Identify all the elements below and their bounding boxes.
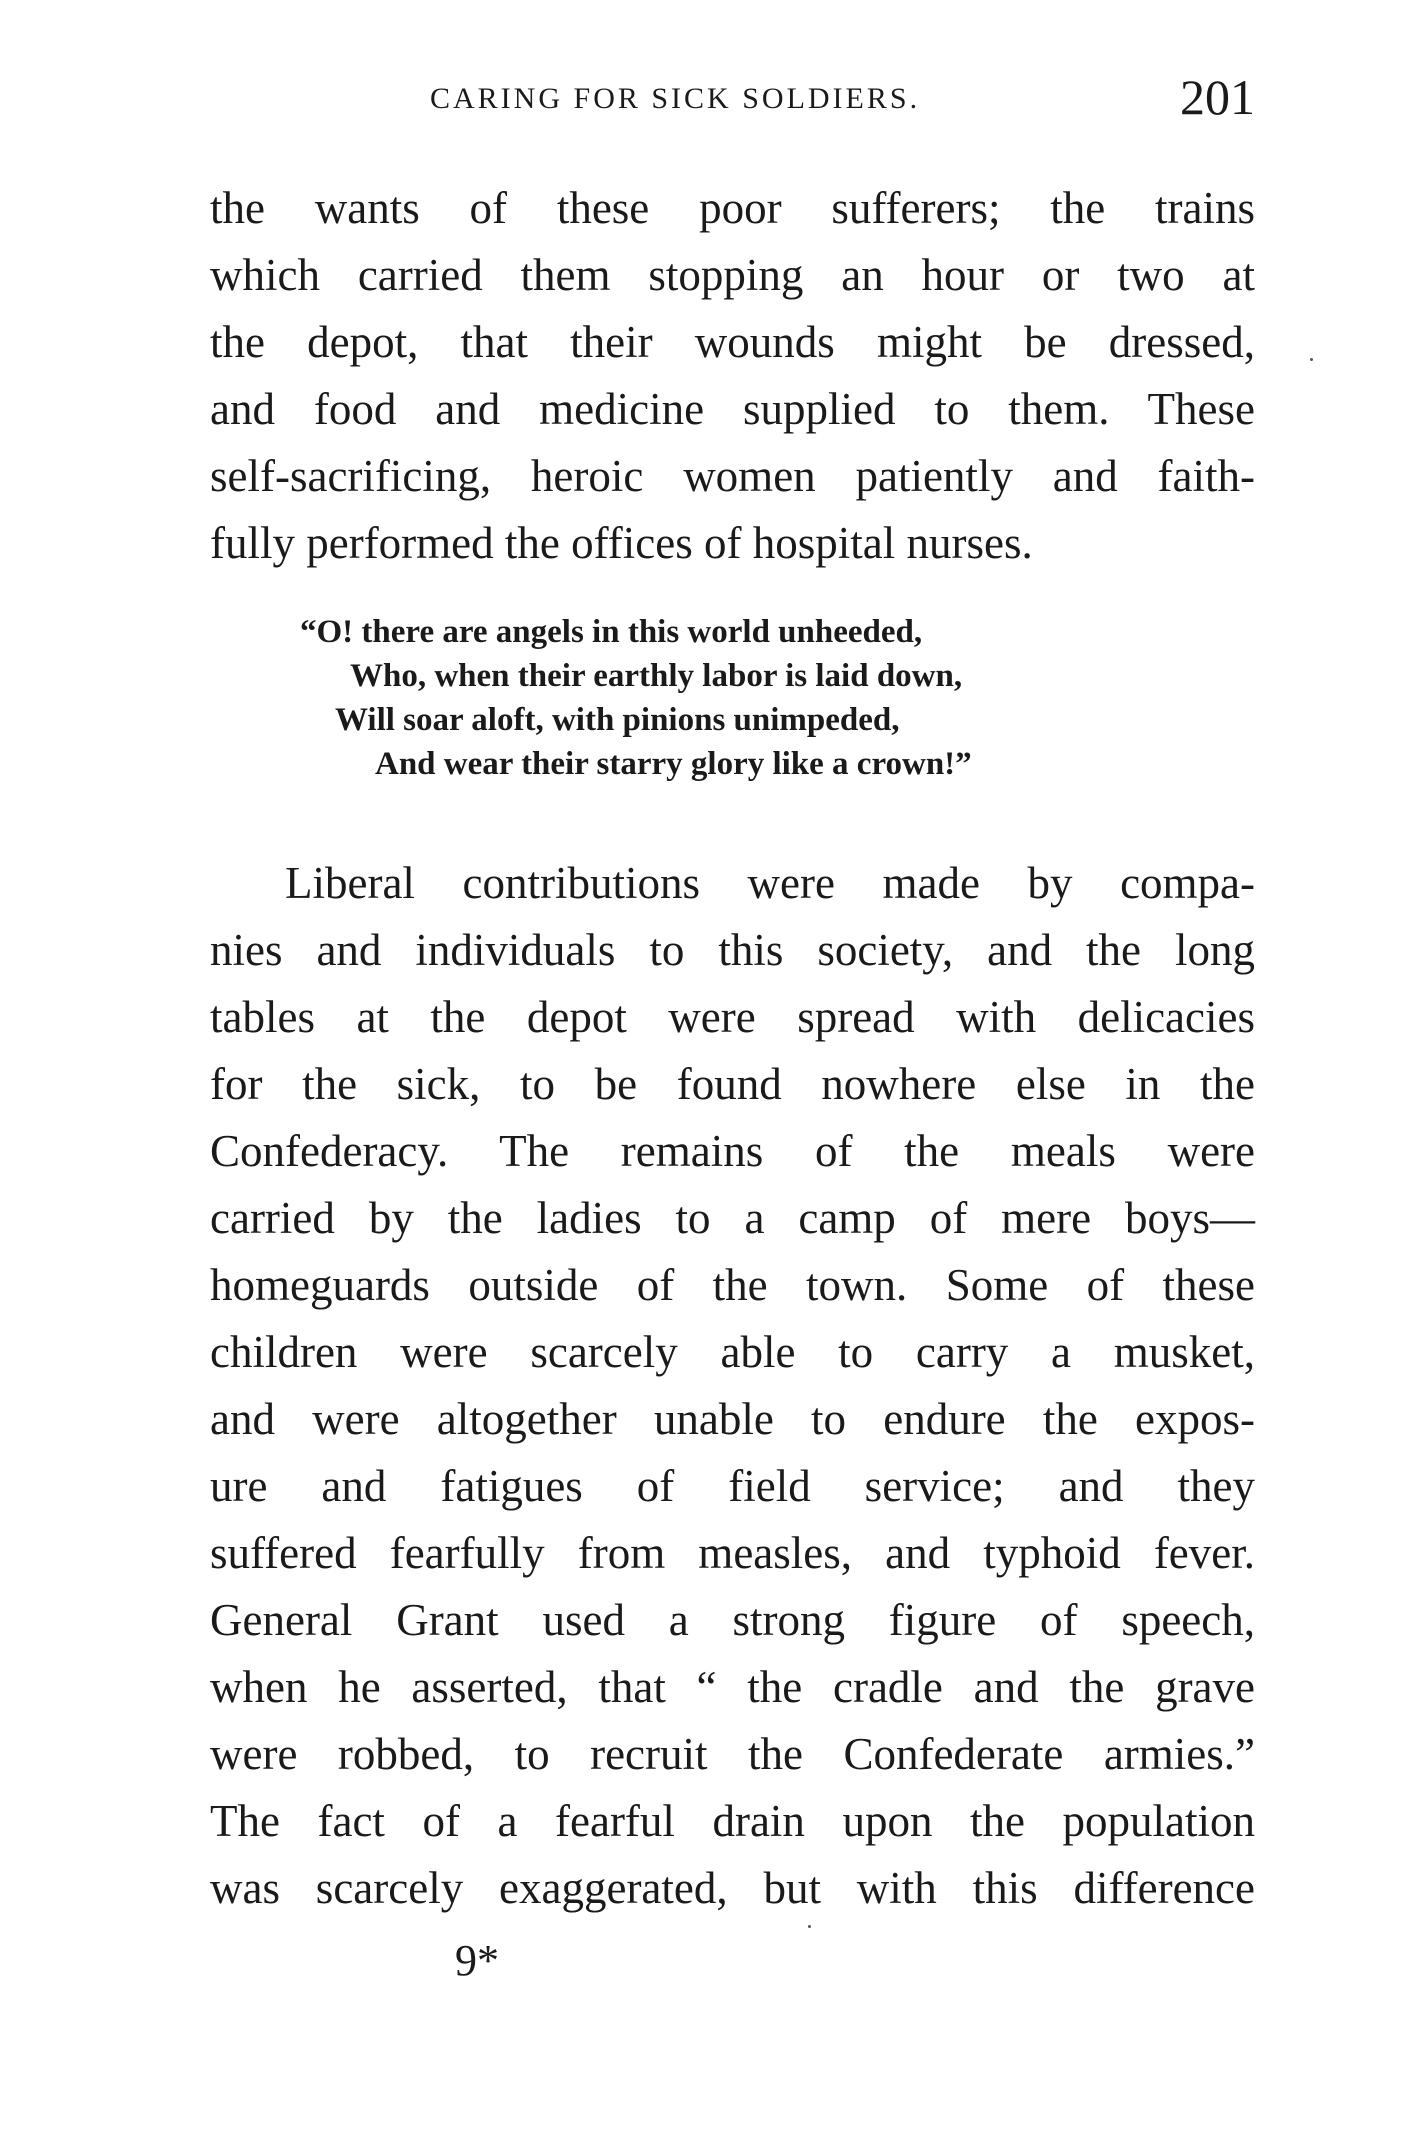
text-line: when he asserted, that “ the cradle and the grave (210, 1662, 1255, 1712)
poem-quote (300, 610, 1160, 786)
paper-speck (808, 1925, 811, 1928)
text-line: Liberal contributions were made by compa- (285, 858, 1255, 908)
text-line: self-sacrificing, heroic women patiently and faith- (210, 451, 1255, 501)
text-line: Confederacy. The remains of the meals were (210, 1126, 1255, 1176)
text-line: for the sick, to be found nowhere else in the (210, 1059, 1255, 1109)
text-line: nies and individuals to this society, and the long (210, 925, 1255, 975)
text-line: the depot, that their wounds might be dressed, (210, 317, 1255, 367)
text-line: homeguards outside of the town. Some of these (210, 1260, 1255, 1310)
running-head (200, 68, 1255, 128)
text-line: the wants of these poor sufferers; the trains (210, 183, 1255, 233)
text-line: suffered fearfully from measles, and typhoid fever. (210, 1528, 1255, 1578)
paragraph-1 (210, 175, 1255, 577)
text-line: General Grant used a strong figure of speech, (210, 1595, 1255, 1645)
running-title: CARING FOR SICK SOLDIERS. (430, 82, 921, 115)
text-line: which carried them stopping an hour or two at (210, 250, 1255, 300)
text-line: fully performed the offices of hospital nurses. (210, 518, 1033, 568)
page-number: 201 (1180, 69, 1255, 125)
signature-mark: 9* (455, 1936, 499, 1985)
poem-line: Who, when their earthly labor is laid down, (350, 658, 963, 694)
text-line: carried by the ladies to a camp of mere boys— (210, 1193, 1255, 1243)
text-line: children were scarcely able to carry a musket, (210, 1327, 1255, 1377)
paragraph-2 (210, 850, 1255, 1922)
poem-line: And wear their starry glory like a crown!” (375, 746, 972, 782)
text-line: was scarcely exaggerated, but with this difference (210, 1863, 1255, 1913)
text-line: The fact of a fearful drain upon the population (210, 1796, 1255, 1846)
poem-line: Will soar aloft, with pinions unimpeded, (335, 702, 900, 738)
poem-line: “O! there are angels in this world unheeded, (300, 614, 923, 650)
text-line: ure and fatigues of field service; and they (210, 1461, 1255, 1511)
text-line: and food and medicine supplied to them. These (210, 384, 1255, 434)
text-line: tables at the depot were spread with delicacies (210, 992, 1255, 1042)
paper-speck (1310, 358, 1313, 361)
text-line: and were altogether unable to endure the expos- (210, 1394, 1255, 1444)
text-line: were robbed, to recruit the Confederate armies.” (210, 1729, 1255, 1779)
